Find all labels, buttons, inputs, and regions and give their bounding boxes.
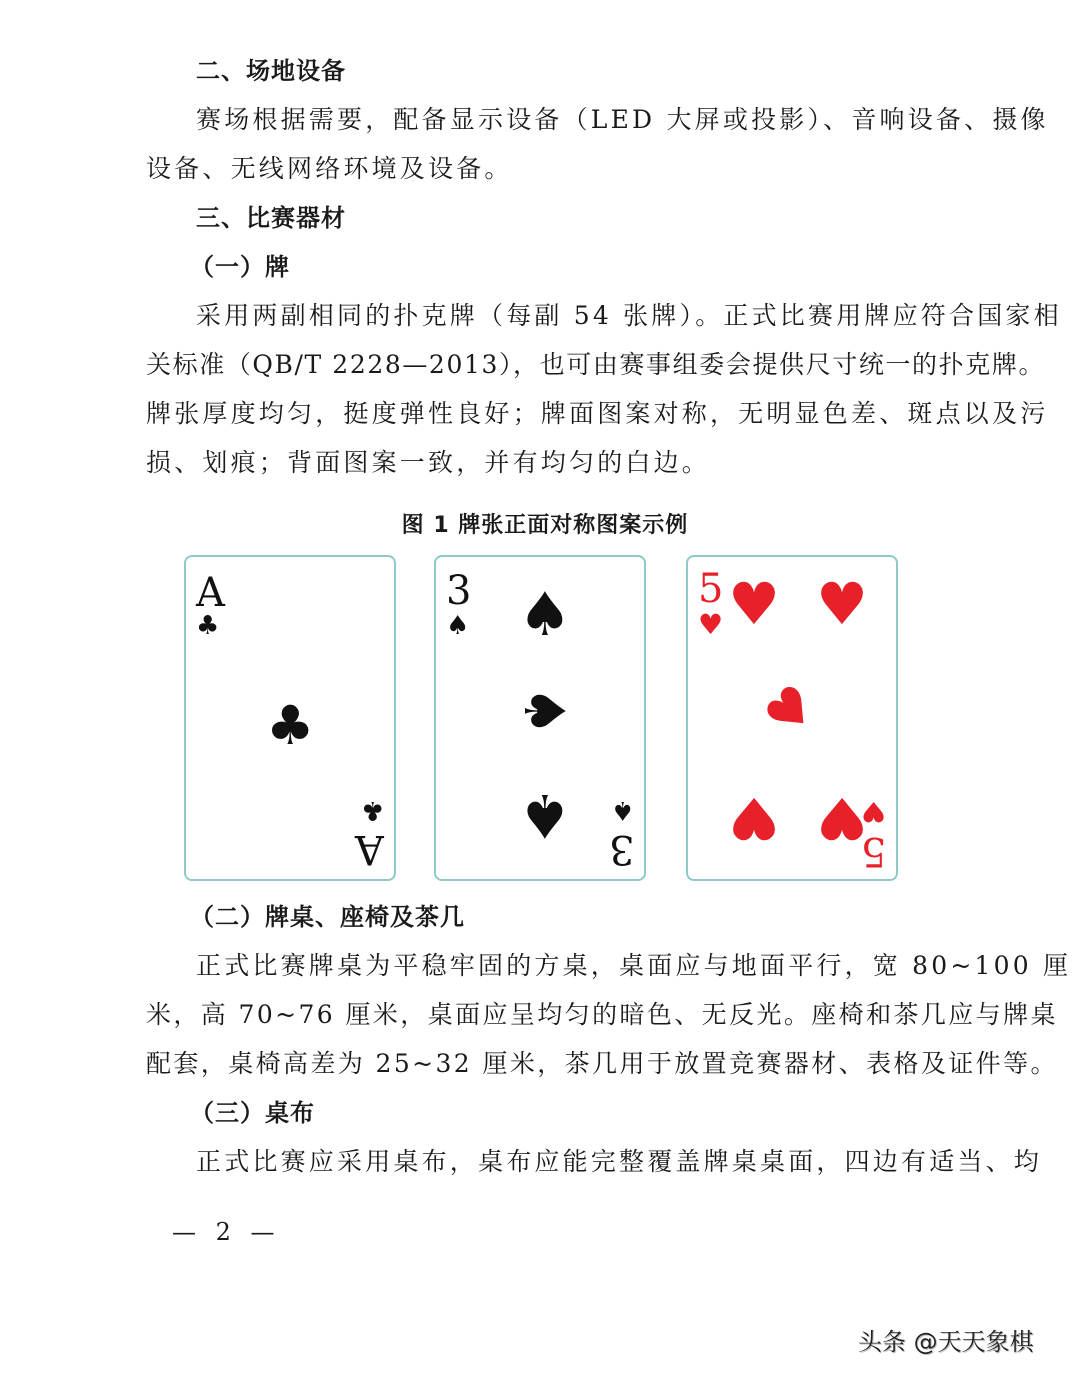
card-ace-of-clubs <box>184 555 396 881</box>
spade-icon: ♠ <box>610 795 634 825</box>
figure-caption: 图 1 牌张正面对称图案示例 <box>401 513 689 538</box>
heart-icon: ♥ <box>816 570 868 638</box>
paragraph-line: 正式比赛应采用桌布，桌布应能完整覆盖牌桌桌面，四边有适当、均 <box>196 1147 1043 1176</box>
paragraph-line: 正式比赛牌桌为平稳牢固的方桌，桌面应与地面平行，宽 80~100 厘 <box>196 951 1072 980</box>
paragraph-line: 牌张厚度均匀，挺度弹性良好；牌面图案对称，无明显色差、斑点以及污 <box>146 399 1049 428</box>
card-rank: 3 <box>446 568 472 614</box>
card-three-of-spades <box>434 555 646 881</box>
watermark: 头条 @天天象棋 <box>858 1328 1034 1356</box>
paragraph-line: 配套，桌椅高差为 25~32 厘米，茶几用于放置竞赛器材、表格及证件等。 <box>146 1049 1058 1078</box>
heart-icon: ♥ <box>728 570 780 638</box>
paragraph-line: 采用两副相同的扑克牌（每副 54 张牌）。正式比赛用牌应符合国家相 <box>196 301 1062 330</box>
paragraph-line: 关标准（QB/T 2228—2013），也可由赛事组委会提供尺寸统一的扑克牌。 <box>146 350 1046 379</box>
card-rank: A <box>355 826 384 872</box>
club-icon: ♣ <box>266 694 315 757</box>
heart-icon: ♥ <box>728 784 780 852</box>
section-heading-venue: 二、场地设备 <box>196 57 346 85</box>
paragraph-line: 设备、无线网络环境及设备。 <box>146 154 513 183</box>
heart-icon: ♥ <box>698 608 724 641</box>
heart-icon: ♥ <box>753 673 830 749</box>
card-rank: A <box>196 570 225 616</box>
card-five-of-hearts <box>686 555 898 881</box>
page-number: — 2 — <box>172 1218 281 1246</box>
spade-icon: ♠ <box>446 611 470 641</box>
club-icon: ♣ <box>196 611 220 641</box>
paragraph-line: 赛场根据需要，配备显示设备（LED 大屏或投影）、音响设备、摄像 <box>196 105 1049 134</box>
spade-icon: ♠ <box>511 685 577 737</box>
paragraph-line: 米，高 70~76 厘米，桌面应呈均匀的暗色、无反光。座椅和茶几应与牌桌 <box>146 1000 1058 1029</box>
heart-icon: ♥ <box>860 795 886 828</box>
spade-icon: ♠ <box>518 780 572 850</box>
section-heading-equipment: 三、比赛器材 <box>196 204 346 232</box>
subsection-heading-tablecloth: （三）桌布 <box>190 1099 315 1127</box>
paragraph-line: 损、划痕；背面图案一致，并有均匀的白边。 <box>146 448 711 477</box>
card-rank: 5 <box>698 566 724 612</box>
card-rank: 3 <box>608 826 634 872</box>
subsection-heading-tables: （二）牌桌、座椅及茶几 <box>190 903 465 931</box>
card-rank: 5 <box>860 828 886 874</box>
spade-icon: ♠ <box>518 580 572 650</box>
club-icon: ♣ <box>360 795 384 825</box>
subsection-heading-cards: （一）牌 <box>190 253 290 281</box>
heart-icon: ♥ <box>816 784 868 852</box>
